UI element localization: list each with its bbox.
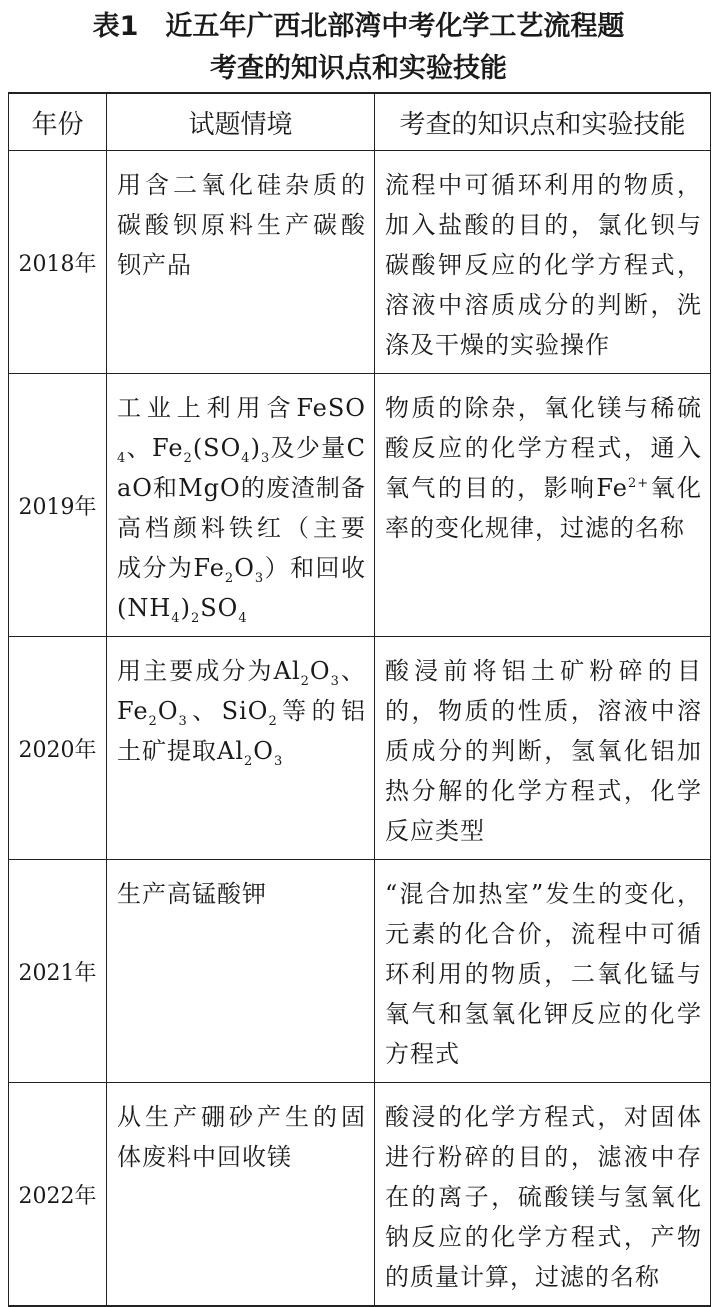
- row-context: 用主要成分为$Al_2O_3$、$Fe_2O_3$、SiO$_2$等的铝土矿提取$Al_2O_3$: [107, 637, 375, 860]
- table-caption-line1: 表1 近五年广西北部湾中考化学工艺流程题: [92, 11, 625, 42]
- header-knowledge: 考查的知识点和实验技能: [375, 93, 711, 151]
- row-context: 从生产硼砂产生的固体废料中回收镁: [107, 1083, 375, 1307]
- row-year: 2021年: [9, 860, 107, 1083]
- table-header-row: [9, 93, 711, 151]
- header-year: 年份: [9, 93, 107, 151]
- row-knowledge: 酸浸前将铝土矿粉碎的目的，物质的性质，溶液中溶质成分的判断，氢氧化铝加热分解的化学方程式，化学反应类型: [375, 637, 711, 860]
- row-knowledge: 流程中可循环利用的物质，加入盐酸的目的，氯化钡与碳酸钾反应的化学方程式，溶液中溶质成分的判断，洗涤及干燥的实验操作: [375, 151, 711, 374]
- row-knowledge: 酸浸的化学方程式，对固体进行粉碎的目的，滤液中存在的离子，硫酸镁与氢氧化钠反应的化学方程式，产物的质量计算，过滤的名称: [375, 1083, 711, 1307]
- table-caption-line2: 考查的知识点和实验技能: [210, 53, 507, 84]
- row-context: 生产高锰酸钾: [107, 860, 375, 1083]
- table-row: [9, 374, 711, 637]
- table-row: [9, 637, 711, 860]
- row-context: 工业上利用含FeSO$_4$、$Fe_2(SO_4)_3$及少量CaO和MgO的废渣制备高档颜料铁红（主要成分为$Fe_2O_3$）和回收$(NH_4)_2SO_4$: [107, 374, 375, 637]
- row-year: 2022年: [9, 1083, 107, 1307]
- exam-table: [8, 92, 711, 1307]
- table-row: [9, 860, 711, 1083]
- row-year: 2018年: [9, 151, 107, 374]
- header-context: 试题情境: [107, 93, 375, 151]
- row-year: 2019年: [9, 374, 107, 637]
- row-context: 用含二氧化硅杂质的碳酸钡原料生产碳酸钡产品: [107, 151, 375, 374]
- row-year: 2020年: [9, 637, 107, 860]
- table-row: [9, 1083, 711, 1307]
- row-knowledge: 物质的除杂，氧化镁与稀硫酸反应的化学方程式，通入氧气的目的，影响$Fe^{2+}$氧化率的变化规律，过滤的名称: [375, 374, 711, 637]
- table-row: [9, 151, 711, 374]
- row-knowledge: “混合加热室”发生的变化，元素的化合价，流程中可循环利用的物质，二氧化锰与氧气和氢氧化钾反应的化学方程式: [375, 860, 711, 1083]
